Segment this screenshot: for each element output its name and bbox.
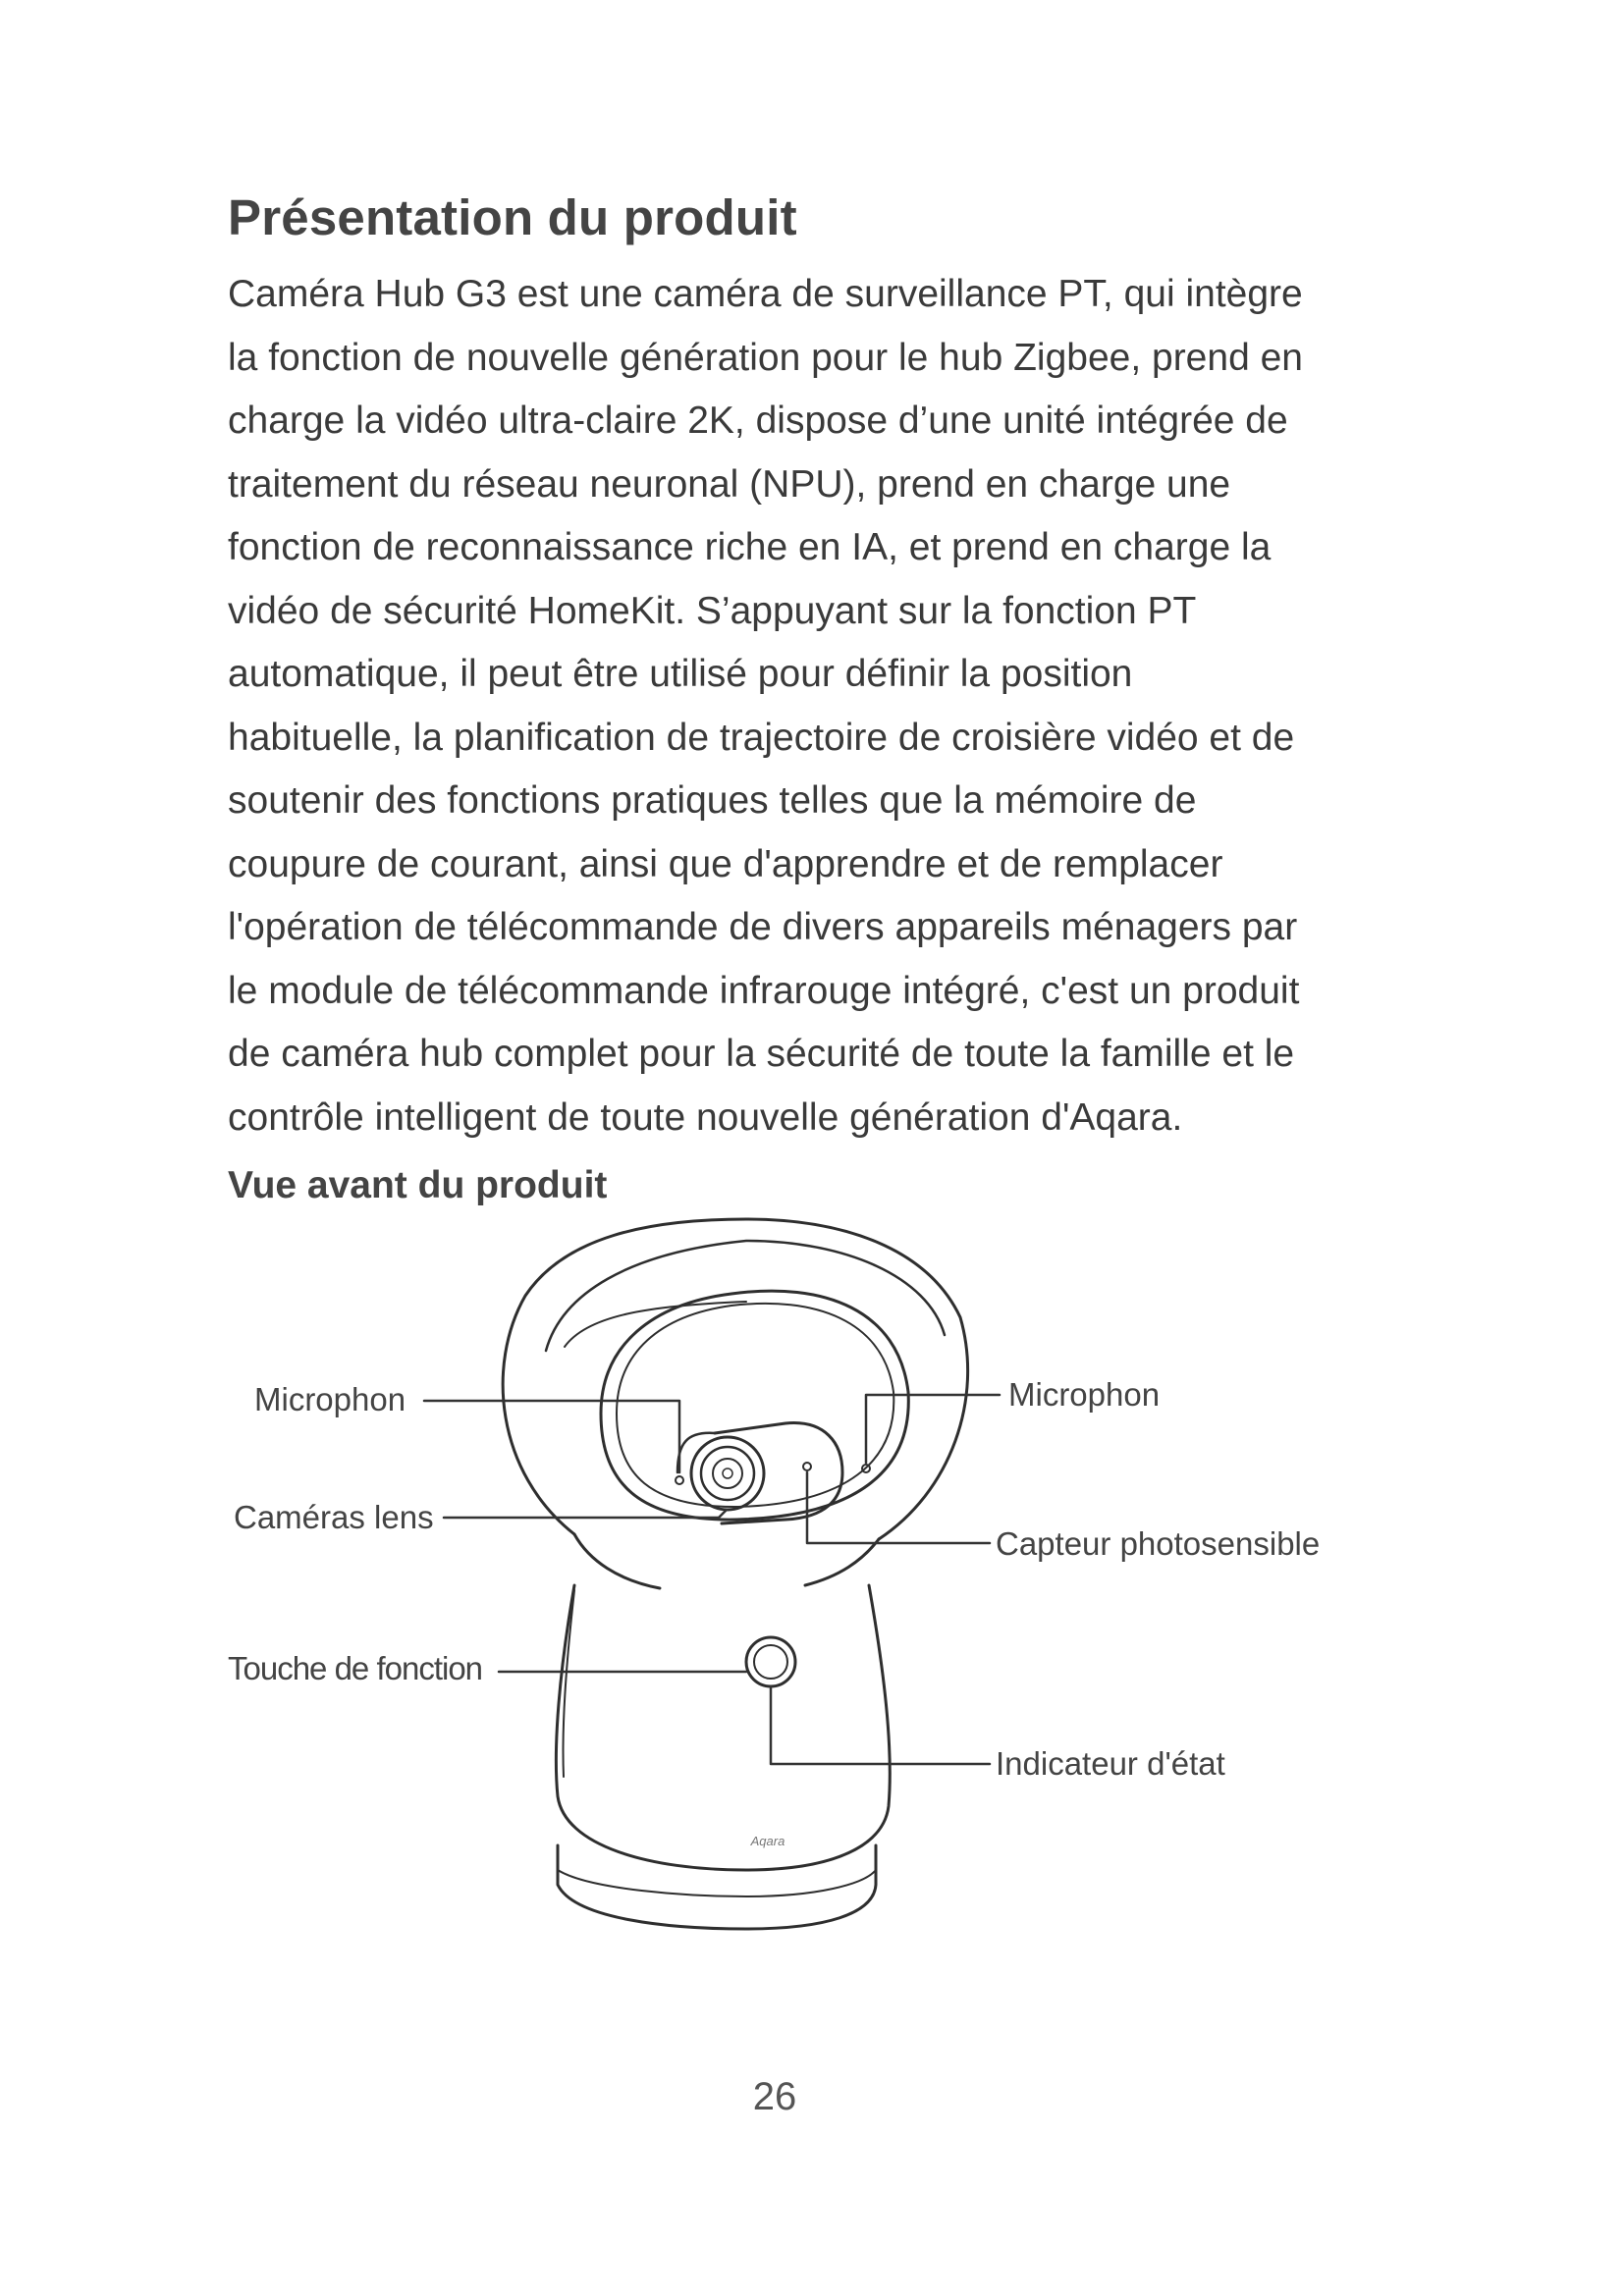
camera-lens bbox=[691, 1437, 764, 1510]
leader-camera-lens bbox=[444, 1510, 727, 1518]
label-function-key: Touche de fonction bbox=[228, 1650, 483, 1686]
light-sensor-dot bbox=[803, 1463, 811, 1470]
intro-line: contrôle intelligent de toute nouvelle génération d'Aqara. bbox=[228, 1095, 1183, 1139]
intro-line: vidéo de sécurité HomeKit. S’appuyant sur la fonction PT bbox=[228, 589, 1197, 632]
intro-line: l'opération de télécommande de divers appareils ménagers par bbox=[228, 906, 1298, 948]
intro-line: fonction de reconnaissance riche en IA, et prend en charge la bbox=[228, 526, 1272, 568]
section-title: Vue avant du produit bbox=[228, 1164, 608, 1206]
microphone-hole-left bbox=[676, 1476, 683, 1484]
label-camera-lens: Caméras lens bbox=[234, 1499, 434, 1535]
leader-light-sensor bbox=[807, 1472, 990, 1543]
camera-base bbox=[558, 1845, 876, 1929]
intro-line: Caméra Hub G3 est une caméra de surveillance PT, qui intègre bbox=[228, 273, 1303, 315]
intro-line: le module de télécommande infrarouge intégré, c'est un produit bbox=[228, 969, 1300, 1012]
page-title: Présentation du produit bbox=[228, 189, 797, 245]
leader-status-indicator bbox=[771, 1686, 990, 1764]
label-light-sensor: Capteur photosensible bbox=[996, 1525, 1321, 1562]
aqara-logo: Aqara bbox=[750, 1834, 785, 1848]
camera-body-outline bbox=[556, 1585, 890, 1870]
intro-line: traitement du réseau neuronal (NPU), prend en charge une bbox=[228, 462, 1231, 506]
page-number: 26 bbox=[752, 2075, 797, 2118]
intro-line: automatique, il peut être utilisé pour définir la position bbox=[228, 653, 1133, 695]
leader-mic-right bbox=[866, 1395, 1000, 1463]
label-microphone-left: Microphon bbox=[254, 1381, 406, 1417]
intro-line: coupure de courant, ainsi que d'apprendre et de remplacer bbox=[228, 842, 1223, 885]
label-status-indicator: Indicateur d'état bbox=[996, 1745, 1225, 1782]
intro-line: soutenir des fonctions pratiques telles que la mémoire de bbox=[228, 779, 1197, 822]
label-microphone-right: Microphon bbox=[1008, 1376, 1161, 1413]
intro-line: habituelle, la planification de trajectoire de croisière vidéo et de bbox=[228, 716, 1295, 759]
intro-line: de caméra hub complet pour la sécurité de toute la famille et le bbox=[228, 1033, 1295, 1075]
intro-line: la fonction de nouvelle génération pour le hub Zigbee, prend en bbox=[228, 336, 1303, 379]
camera-head-outline bbox=[503, 1219, 967, 1539]
leader-mic-left bbox=[424, 1401, 679, 1472]
intro-line: charge la vidéo ultra-claire 2K, dispose d’une unité intégrée de bbox=[228, 400, 1288, 442]
